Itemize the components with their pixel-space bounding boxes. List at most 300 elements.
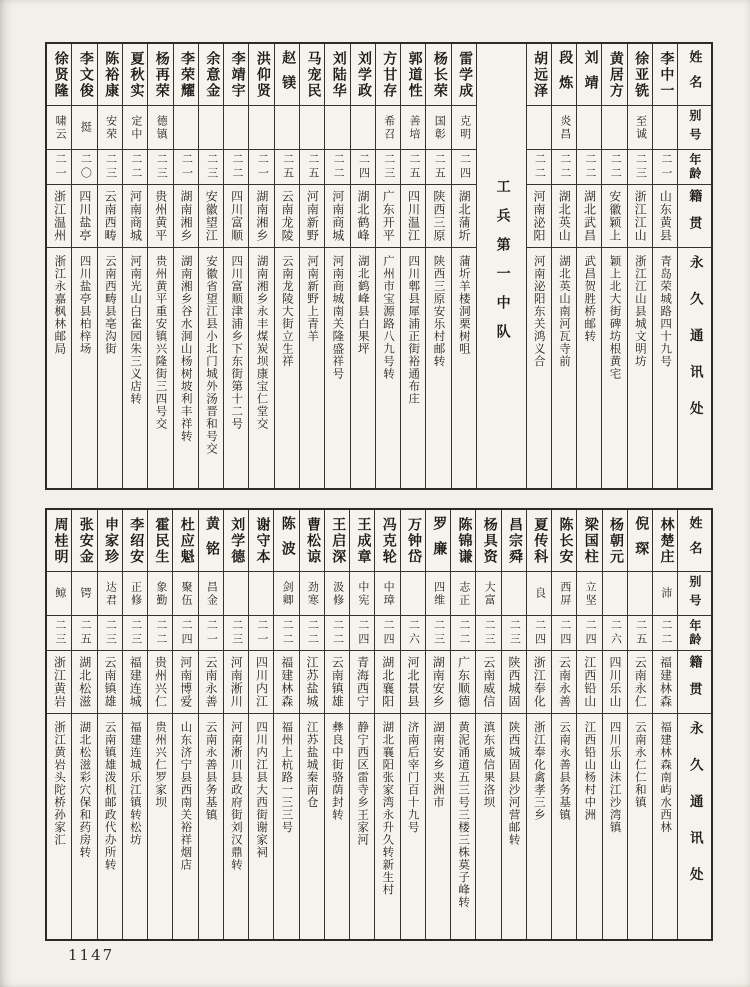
origin-text: 云南龙陵 <box>280 190 295 242</box>
alias-cell <box>628 106 652 150</box>
name-text: 冯克轮 <box>380 516 396 565</box>
address-text: 福建连城乐江镇转松坊 <box>128 721 141 846</box>
name-text: 周桂明 <box>52 516 68 565</box>
name-cell <box>72 510 96 572</box>
age-cell <box>275 150 299 185</box>
alias-cell <box>602 106 626 150</box>
origin-cell <box>148 651 172 714</box>
address-cell <box>300 714 324 939</box>
address-cell <box>47 714 71 939</box>
age-cell <box>123 616 147 651</box>
age-text: 二三 <box>129 619 142 647</box>
address-cell <box>451 714 475 939</box>
origin-cell <box>300 651 324 714</box>
address-text: 贵州兴仁罗家坝 <box>154 721 167 809</box>
name-text: 昌宗舜 <box>506 516 522 565</box>
address-text: 四川内江县大西街谢家祠 <box>255 721 268 859</box>
name-cell <box>401 510 425 572</box>
name-text: 王启深 <box>330 516 346 565</box>
name-cell <box>426 510 450 572</box>
name-cell <box>249 510 273 572</box>
origin-text: 四川乐山 <box>607 656 622 708</box>
address-cell <box>249 714 273 939</box>
person-column <box>602 510 627 939</box>
name-text: 马宠民 <box>305 50 321 99</box>
person-column <box>375 44 400 488</box>
origin-text: 四川温江 <box>406 190 421 242</box>
origin-cell <box>653 185 677 248</box>
address-text: 江西铅山杨村中洲 <box>583 721 596 821</box>
person-column <box>652 44 677 488</box>
person-column <box>324 44 349 488</box>
origin-cell <box>552 651 576 714</box>
address-text: 湖南安乡夹洲市 <box>431 721 444 809</box>
age-cell <box>224 150 248 185</box>
name-text: 黄居方 <box>607 50 623 99</box>
name-text: 陈裕康 <box>103 50 119 99</box>
address-cell <box>173 714 197 939</box>
address-cell <box>653 248 677 488</box>
name-text: 洪仰贤 <box>254 50 270 99</box>
person-column <box>147 44 172 488</box>
address-cell <box>552 714 576 939</box>
origin-text: 贵州黄平 <box>153 190 168 242</box>
name-text: 李靖宇 <box>229 50 245 99</box>
origin-cell <box>224 185 248 248</box>
age-cell <box>351 150 375 185</box>
age-text: 二〇 <box>79 153 92 181</box>
age-cell <box>300 150 324 185</box>
origin-text: 山东黄县 <box>658 190 673 242</box>
age-text: 二三 <box>53 619 66 647</box>
age-text: 二二 <box>231 153 244 181</box>
section-divider-column <box>476 44 526 488</box>
name-text: 夏传科 <box>532 516 548 565</box>
address-header-label: 永久通讯处 <box>687 255 703 438</box>
name-cell <box>224 44 248 106</box>
address-text: 湖北松滋彩穴保和药房转 <box>78 721 91 859</box>
person-column <box>198 44 223 488</box>
origin-cell <box>224 651 248 714</box>
alias-text: 安荣 <box>104 114 117 141</box>
name-text: 胡远泽 <box>532 50 547 99</box>
age-cell <box>174 150 198 185</box>
age-cell <box>452 150 476 185</box>
name-cell <box>653 510 677 572</box>
age-text: 二二 <box>154 619 167 647</box>
name-text: 杜应魁 <box>178 516 194 565</box>
origin-text: 云南镇雄 <box>330 656 345 708</box>
age-text: 二六 <box>407 619 420 647</box>
origin-text: 江西铅山 <box>582 656 597 708</box>
person-column <box>71 510 96 939</box>
alias-text: 德镇 <box>155 114 168 141</box>
age-text: 二三 <box>382 153 395 181</box>
name-text: 雷学成 <box>457 50 473 99</box>
address-header-label: 永久通讯处 <box>687 721 703 904</box>
address-text: 湖南湘乡永丰煤炭坝康宝仁堂交 <box>255 255 268 430</box>
age-cell <box>72 616 96 651</box>
name-cell <box>552 44 576 106</box>
name-cell <box>47 44 71 106</box>
header-column <box>677 44 711 488</box>
address-cell <box>426 714 450 939</box>
origin-text: 浙江温州 <box>52 190 67 242</box>
age-cell <box>199 616 223 651</box>
origin-cell <box>376 185 400 248</box>
age-text: 二五 <box>306 153 319 181</box>
alias-text: 立坚 <box>584 580 597 607</box>
name-text: 陈锦谦 <box>456 516 472 565</box>
name-cell <box>376 44 400 106</box>
person-column <box>400 510 425 939</box>
address-text: 黄泥涌道五三号三楼三株莫子峰转 <box>457 721 470 909</box>
origin-text: 湖北鹤峰 <box>355 190 370 242</box>
person-column <box>451 44 476 488</box>
age-cell <box>451 616 475 651</box>
origin-cell <box>527 651 551 714</box>
person-column <box>324 510 349 939</box>
alias-cell <box>603 572 627 616</box>
person-column <box>652 510 677 939</box>
origin-cell <box>502 651 526 714</box>
origin-text: 广东开平 <box>381 190 396 242</box>
age-cell <box>552 616 576 651</box>
address-text: 安徽省望江县小北门城外汤晋和号交 <box>205 255 218 455</box>
address-cell <box>602 248 626 488</box>
name-cell <box>603 510 627 572</box>
alias-cell <box>173 572 197 616</box>
origin-text: 湖北蒲圻 <box>457 190 472 242</box>
address-text: 云南西畴县亳沟街 <box>103 255 116 355</box>
address-cell <box>72 248 96 488</box>
alias-text: 沛 <box>659 587 672 600</box>
person-column <box>97 44 122 488</box>
age-cell <box>552 150 576 185</box>
alias-cell <box>452 106 476 150</box>
name-text: 夏秋实 <box>128 50 144 99</box>
age-text: 二五 <box>79 619 92 647</box>
age-cell <box>350 616 374 651</box>
person-column <box>501 510 526 939</box>
origin-cell <box>527 185 551 248</box>
age-cell <box>123 150 147 185</box>
name-text: 陈长安 <box>557 516 573 565</box>
person-column <box>576 510 601 939</box>
alias-cell <box>47 572 71 616</box>
person-column <box>198 510 223 939</box>
age-text: 二三 <box>104 153 117 181</box>
name-text: 倪琛 <box>633 515 649 566</box>
name-cell <box>148 510 172 572</box>
age-text: 二四 <box>533 619 546 647</box>
name-header-cell <box>678 510 711 572</box>
origin-cell <box>552 185 576 248</box>
origin-cell <box>476 651 500 714</box>
name-cell <box>350 510 374 572</box>
name-cell <box>72 44 96 106</box>
age-text: 二二 <box>331 619 344 647</box>
alias-text: 至诚 <box>634 114 647 141</box>
origin-cell <box>351 185 375 248</box>
address-text: 静宁西区雷寺乡王家河 <box>356 721 369 846</box>
name-cell <box>527 44 551 106</box>
alias-cell <box>123 572 147 616</box>
alias-cell <box>224 572 248 616</box>
origin-text: 湖南安乡 <box>431 656 446 708</box>
address-cell <box>72 714 96 939</box>
name-text: 霍民生 <box>153 516 169 565</box>
name-cell <box>325 44 349 106</box>
address-cell <box>653 714 677 939</box>
age-cell <box>376 150 400 185</box>
alias-text: 象勤 <box>154 580 167 607</box>
address-text: 颖上北大街碑坊根黄宅 <box>608 255 621 380</box>
alias-text: 定中 <box>129 114 142 141</box>
person-column <box>97 510 122 939</box>
alias-cell <box>350 572 374 616</box>
name-text: 曹松谅 <box>304 516 320 565</box>
origin-header-label: 籍贯 <box>687 189 703 243</box>
name-cell <box>173 510 197 572</box>
origin-cell <box>274 651 298 714</box>
age-text: 二三 <box>432 619 445 647</box>
origin-header-cell <box>678 185 711 248</box>
age-cell <box>502 616 526 651</box>
address-cell <box>174 248 198 488</box>
origin-text: 贵州兴仁 <box>153 656 168 708</box>
address-text: 云南永善县务基镇 <box>558 721 571 821</box>
name-cell <box>47 510 71 572</box>
age-cell <box>527 150 551 185</box>
origin-cell <box>199 185 223 248</box>
age-cell <box>375 616 399 651</box>
address-cell <box>199 714 223 939</box>
age-text: 二一 <box>180 153 193 181</box>
alias-cell <box>249 572 273 616</box>
address-cell <box>300 248 324 488</box>
address-text: 云南永善县务基镇 <box>204 721 217 821</box>
name-text: 杨再荣 <box>153 50 169 99</box>
age-cell <box>325 616 349 651</box>
alias-cell <box>577 572 601 616</box>
age-cell <box>325 150 349 185</box>
origin-cell <box>47 185 71 248</box>
address-text: 浙江黄岩头陀桥孙家汇 <box>53 721 66 846</box>
name-cell <box>527 510 551 572</box>
person-column <box>299 44 324 488</box>
address-cell <box>552 248 576 488</box>
address-text: 四川乐山沫江沙湾镇 <box>608 721 621 834</box>
address-cell <box>577 714 601 939</box>
alias-cell <box>426 106 450 150</box>
name-cell <box>375 510 399 572</box>
name-cell <box>224 510 248 572</box>
name-text: 刘学政 <box>356 50 372 99</box>
person-column <box>551 44 576 488</box>
address-cell <box>224 248 248 488</box>
person-column <box>601 44 626 488</box>
origin-text: 河南新野 <box>305 190 320 242</box>
age-cell <box>602 150 626 185</box>
age-cell <box>47 150 71 185</box>
age-text: 二一 <box>54 153 67 181</box>
age-cell <box>577 616 601 651</box>
header-column <box>677 510 711 939</box>
address-text: 湖北鹤峰县白果坪 <box>356 255 369 355</box>
name-header-cell <box>678 44 711 106</box>
alias-cell <box>577 106 601 150</box>
person-column <box>47 510 71 939</box>
person-column <box>299 510 324 939</box>
age-text: 二五 <box>408 153 420 181</box>
origin-header-label: 籍贯 <box>687 655 703 709</box>
name-cell <box>148 44 172 106</box>
age-text: 二二 <box>332 153 345 181</box>
age-cell <box>98 150 122 185</box>
address-cell <box>351 248 375 488</box>
name-text: 李荣耀 <box>179 50 195 99</box>
name-cell <box>300 44 324 106</box>
person-column <box>526 44 551 488</box>
alias-text: 正修 <box>129 580 142 607</box>
age-cell <box>527 616 551 651</box>
name-text: 张安金 <box>77 516 93 565</box>
name-text: 刘学德 <box>229 516 245 565</box>
origin-cell <box>401 651 425 714</box>
name-text: 郭道性 <box>406 50 422 99</box>
address-cell <box>123 248 147 488</box>
person-column <box>248 510 273 939</box>
name-cell <box>98 510 122 572</box>
address-text: 浙江永嘉枫林邮局 <box>53 255 66 355</box>
alias-cell <box>401 106 425 150</box>
name-text: 余意金 <box>204 50 220 99</box>
origin-cell <box>275 185 299 248</box>
origin-text: 云南永仁 <box>633 656 648 708</box>
age-header-label: 年龄 <box>687 619 702 647</box>
origin-cell <box>350 651 374 714</box>
alias-text: 剑卿 <box>281 580 294 607</box>
origin-header-cell <box>678 651 711 714</box>
alias-cell <box>628 572 652 616</box>
alias-cell <box>401 572 425 616</box>
age-text: 二二 <box>583 153 596 181</box>
alias-cell <box>98 572 122 616</box>
address-text: 陕西城固县沙河营邮转 <box>507 721 520 846</box>
name-cell <box>300 510 324 572</box>
address-text: 四川郫县犀浦正街裕通布庄 <box>407 255 420 405</box>
origin-text: 陕西城固 <box>506 656 521 708</box>
alias-text: 国彰 <box>433 114 446 141</box>
age-text: 二三 <box>205 153 218 181</box>
address-text: 滇东威信果洛坝 <box>482 721 495 809</box>
origin-cell <box>174 185 198 248</box>
alias-cell <box>376 106 400 150</box>
alias-cell <box>148 572 172 616</box>
address-cell <box>628 248 652 488</box>
age-cell <box>401 616 425 651</box>
alias-cell <box>375 572 399 616</box>
alias-text: 良 <box>533 587 546 600</box>
person-column <box>475 510 500 939</box>
name-text: 刘靖 <box>582 49 598 100</box>
address-text: 广州市宝源路八九号转 <box>381 255 394 380</box>
age-text: 二四 <box>584 619 597 647</box>
alias-cell <box>527 572 551 616</box>
person-column <box>400 44 425 488</box>
address-text: 云南永仁仁和镇 <box>633 721 646 809</box>
origin-text: 湖北襄阳 <box>380 656 395 708</box>
address-text: 湖北襄阳张家湾永升久转新生村 <box>381 721 394 896</box>
name-cell <box>199 510 223 572</box>
name-cell <box>602 44 626 106</box>
person-column <box>450 510 475 939</box>
name-text: 徐贤隆 <box>52 50 68 99</box>
name-cell <box>199 44 223 106</box>
person-column <box>627 510 652 939</box>
origin-cell <box>98 185 122 248</box>
address-cell <box>199 248 223 488</box>
alias-cell <box>476 572 500 616</box>
alias-text: 善培 <box>408 114 420 141</box>
origin-text: 云南西畴 <box>103 190 118 242</box>
origin-text: 四川盐亭 <box>77 190 92 242</box>
origin-cell <box>72 651 96 714</box>
address-text: 四川盐亭县柏梓场 <box>78 255 91 355</box>
person-column <box>274 44 299 488</box>
age-text: 二三 <box>104 619 117 647</box>
name-text: 赵镁 <box>280 49 296 100</box>
age-header-cell <box>678 150 711 185</box>
person-column <box>47 44 71 488</box>
origin-text: 湖南湘乡 <box>179 190 193 242</box>
origin-text: 青海西宁 <box>355 656 370 708</box>
origin-cell <box>199 651 223 714</box>
alias-cell <box>300 572 324 616</box>
person-column <box>551 510 576 939</box>
address-cell <box>527 714 551 939</box>
age-cell <box>426 150 450 185</box>
age-text: 二二 <box>457 619 470 647</box>
age-cell <box>653 616 677 651</box>
alias-cell <box>426 572 450 616</box>
address-text: 浙江江山县城文明坊 <box>633 255 646 368</box>
origin-cell <box>602 185 626 248</box>
name-cell <box>98 44 122 106</box>
age-text: 二六 <box>609 619 622 647</box>
address-text: 山东济宁县西南关裕祥烟店 <box>179 721 192 871</box>
name-cell <box>476 510 500 572</box>
alias-cell <box>98 106 122 150</box>
origin-cell <box>653 651 677 714</box>
age-cell <box>401 150 425 185</box>
age-text: 二四 <box>357 153 370 181</box>
alias-cell <box>351 106 375 150</box>
origin-text: 四川富顺 <box>229 190 244 242</box>
address-header-cell <box>678 248 711 488</box>
address-text: 陕西三原安乐村邮转 <box>432 255 445 368</box>
age-cell <box>274 616 298 651</box>
alias-text: 挺 <box>79 121 92 134</box>
origin-text: 陕西三原 <box>431 190 446 242</box>
address-cell <box>502 714 526 939</box>
address-cell <box>148 248 172 488</box>
name-text: 徐亚铣 <box>633 50 649 99</box>
age-text: 二三 <box>155 153 168 181</box>
age-text: 二四 <box>558 619 571 647</box>
address-cell <box>375 714 399 939</box>
